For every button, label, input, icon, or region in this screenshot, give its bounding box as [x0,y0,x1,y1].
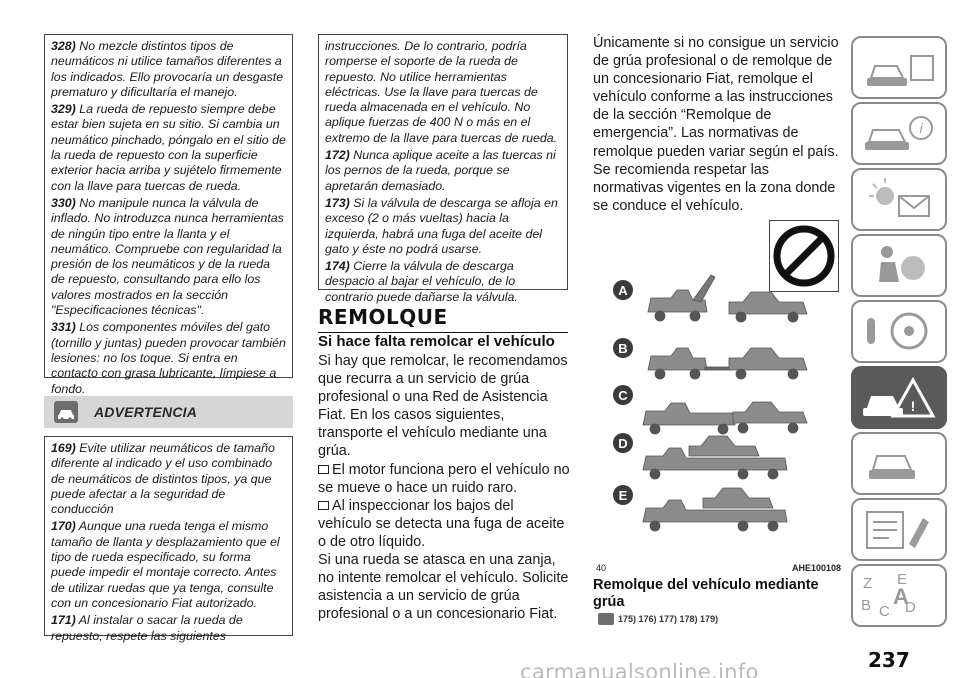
svg-text:i: i [919,120,923,136]
note-330: 330) No manipule nunca la válvula de inflado. No introduzca nunca herramientas de ningún tipo entre la llanta y el neumático. Compruebe con regularidad la presión de los neumáticos y de la rueda de repuesto, consultando para ello los valores mostrados en la sección "Especificaciones técnicas". [51,195,284,318]
bullet-item: Al inspeccionar los bajos del vehículo se detecta una fuga de aceite o de otro líquido. [318,497,565,550]
notes-box-left [44,34,293,396]
sidetab-index[interactable] [851,564,947,627]
note-169: 169) Evite utilizar neumáticos de tamaño diferente al indicado y el uso combinado de neumáticos de distintos tipos, ya que puede afectar a la seguridad de conducción [51,441,275,517]
seatbelt-airbag-icon [853,236,945,295]
note-170: 170) Aunque una rueda tenga el mismo tamaño de llanta y desplazamiento que el tipo de rueda especificado, su forma puede impedir el montaje correcto. Antes de utilizar ruedas que ya tenga, consulte con un concesionario Fiat autorizado. [51,519,280,610]
figure-label-b: B [618,341,628,356]
warning-car-icon [54,401,78,423]
sidetab-lights[interactable] [851,168,947,231]
svg-text:B: B [861,597,872,614]
svg-text:E: E [897,571,908,588]
figure-code: AHE100108 [791,563,841,573]
figure-label-c: C [618,388,628,403]
towing-figure [593,210,841,570]
sidetab-dashboard[interactable] [851,36,947,99]
bullet-square-icon [318,465,329,474]
closing-paragraph: Si una rueda se atasca en una zanja, no intente remolcar el vehículo. Solicite asistencia a un servicio de grúa profesional o a un concesionario Fiat. [318,552,569,623]
tow-method-d-illustration [643,436,787,479]
tow-method-c-illustration [643,402,807,434]
page-number: 237 [868,648,910,672]
intro-paragraph: Si hay que remolcar, le recomendamos que recurra a un servicio de grúa profesional o una Red de Asistencia Fiat. En los casos siguientes, transporte el vehículo mediante una grúa. [318,353,568,460]
tow-paragraph: Únicamente si no consigue un servicio de grúa profesional o de remolque de un concesionario Fiat, remolque el vehículo conforme a las instrucciones de la sección “Remolque de emergencia”. Las normativas de remolque pueden variar según el país. Se recomienda respetar las normativas vigentes en la zona donde se conduce el vehículo. [593,35,839,214]
technical-data-icon [853,500,945,559]
figure-label-a: A [618,283,628,298]
sidetab-emergency[interactable] [851,366,947,429]
emergency-car-icon [853,368,945,427]
figure-title: Remolque del vehículo mediante grúa [593,577,819,610]
car-dashboard-icon [853,38,945,97]
note-174: 174) Cierre la válvula de descarga despacio al bajar el vehículo, de lo contrario puede dañarse la válvula. [325,259,518,304]
car-info-icon [853,104,945,163]
sidetab-start-drive[interactable] [851,300,947,363]
figure-caption [596,563,841,573]
figure-label-e: E [618,488,628,503]
warning-box [44,436,293,643]
section-title: REMOLQUE [318,305,568,333]
figure-label-d: D [618,436,628,451]
notes-box-middle [318,34,568,304]
note-173: 173) Si la válvula de descarga se afloja en exceso (2 o más vueltas) hacia la izquierda, habrá una fuga del aceite del gato y éste no podrá usarse. [325,195,558,256]
note-171: 171) Al instalar o sacar la rueda de repuesto, respete las siguientes [51,613,243,643]
tow-method-e-illustration [643,488,787,531]
bullet-item: El motor funciona pero el vehículo no se mueve o hace un ruido raro. [318,461,570,496]
warning-title: ADVERTENCIA [94,404,198,420]
svg-text:A: A [893,584,909,609]
svg-text:C: C [879,603,890,620]
svg-text:D: D [905,599,916,616]
section-body [318,352,570,623]
steering-key-icon [853,302,945,361]
note-171-continued: instrucciones. De lo contrario, podría romperse el soporte de la rueda de repuesto. No utilice herramientas eléctricas. Use la llave para tuercas de rueda almacenada en el vehículo. No aplique fuerzas de 400 N o más en el extremo de la llave para tuercas de rueda. [325,39,558,145]
watermark: carmanualsonline.info [520,660,759,678]
sidetab-car-info[interactable] [851,102,947,165]
warning-car-icon [598,613,614,625]
sidetab-specifications[interactable] [851,498,947,561]
sidetab-safety[interactable] [851,234,947,297]
alphabetical-index-icon [853,566,945,625]
figure-references: 175) 176) 177) 178) 179) [598,613,718,625]
section-subtitle: Si hace falta remolcar el vehículo [318,333,555,350]
figure-number: 40 [596,563,607,573]
tow-method-a-illustration [648,275,807,322]
warning-header [44,396,293,428]
svg-text:!: ! [910,398,916,414]
light-message-icon [853,170,945,229]
svg-text:Z: Z [863,575,873,592]
note-331: 331) Los componentes móviles del gato (tornillo y juntas) pueden provocar también lesiones: no los toque. Si entra en contacto con grasa lubricante, límpiese a fondo. [51,320,286,396]
note-329: 329) La rueda de repuesto siempre debe estar bien sujeta en su sitio. Si cambia un neumático pinchado, póngalo en el sitio de la rueda de repuesto con la superficie exterior hacia arriba y sujételo firmemente con la llave para tuercas de rueda. [51,102,286,193]
note-328: 328) No mezcle distintos tipos de neumáticos ni utilice tamaños diferentes a los indicados. Ello provocaría un desgaste prematuro y dificultaría el manejo. [51,39,284,99]
car-maintenance-icon [853,434,945,493]
bullet-square-icon [318,501,329,510]
sidetab-maintenance[interactable] [851,432,947,495]
tow-method-b-illustration [648,348,807,379]
note-172: 172) Nunca aplique aceite a las tuercas ni los pernos de la rueda, porque se apretarán demasiado. [325,148,556,193]
